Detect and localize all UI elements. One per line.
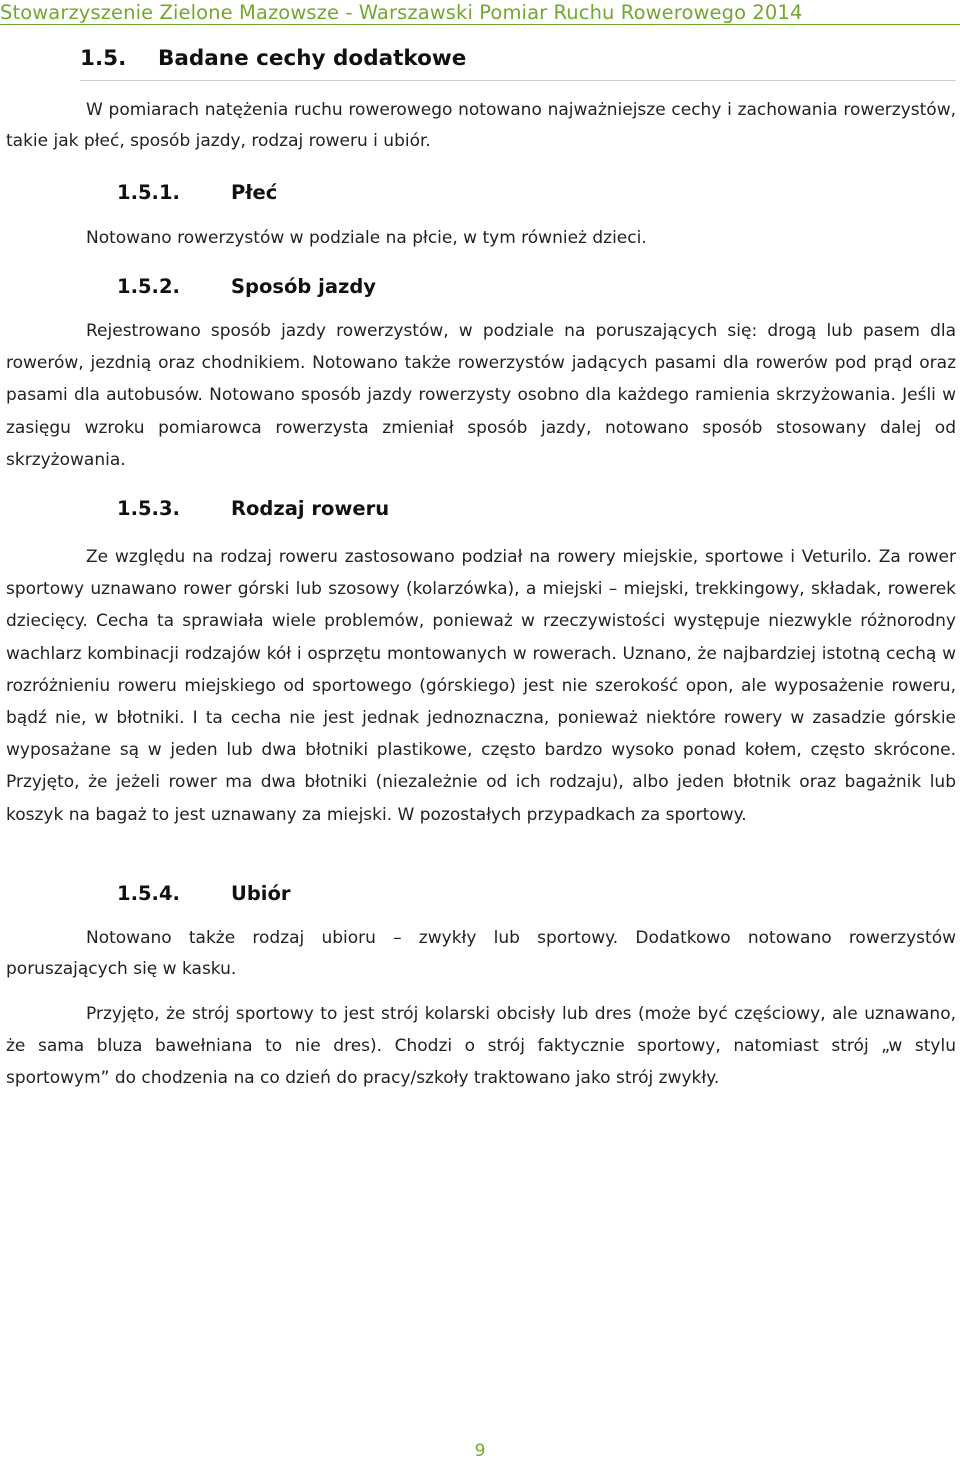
subsection-heading-sposob-jazdy — [117, 275, 376, 298]
subsection-title: Sposób jazdy — [231, 275, 377, 298]
page-number: 9 — [474, 1441, 486, 1461]
subsection-number: 1.5.3. — [117, 497, 180, 520]
section-heading — [80, 46, 466, 71]
subsection-title: Rodzaj roweru — [231, 497, 390, 520]
subsection-title: Ubiór — [231, 882, 291, 905]
heading-rule — [80, 80, 956, 81]
subsection-heading-plec — [117, 181, 277, 204]
ubior-paragraph-2: Przyjęto, że strój sportowy to jest strój kolarski obcisły lub dres (może być częściowy, ale uznawano, że sama bluza bawełniana to nie dres). Chodzi o strój faktycznie sportowy, natomiast strój „w stylu sportowym” do chodzenia na co dzień do pracy/szkoły traktowano jako strój zwykły. — [6, 1004, 956, 1089]
section-intro-paragraph: W pomiarach natężenia ruchu rowerowego notowano najważniejsze cechy i zachowania rowerzystów, takie jak płeć, sposób jazdy, rodzaj roweru i ubiór. — [6, 100, 956, 151]
section-number: 1.5. — [80, 46, 127, 71]
plec-paragraph: Notowano rowerzystów w podziale na płcie, w tym również dzieci. — [86, 228, 647, 248]
subsection-number: 1.5.4. — [117, 882, 180, 905]
subsection-number: 1.5.2. — [117, 275, 180, 298]
sposob-jazdy-paragraph: Rejestrowano sposób jazdy rowerzystów, w podziale na poruszających się: drogą lub pasem dla rowerów, jezdnią oraz chodnikiem. Notowano także rowerzystów jadących pasami dla rowerów pod prąd oraz pasami dla autobusów. Notowano sposób jazdy rowerzysty osobno dla każdego ramienia skrzyżowania. Jeśli w zasięgu wzroku pomiarowca rowerzysta zmieniał sposób jazdy, notowano sposób stosowany dalej od skrzyżowania. — [6, 321, 956, 470]
subsection-heading-ubior — [117, 882, 291, 905]
page-header: Stowarzyszenie Zielone Mazowsze - Warszawski Pomiar Ruchu Rowerowego 2014 — [0, 1, 803, 24]
subsection-title: Płeć — [231, 181, 278, 204]
header-rule — [0, 24, 960, 25]
rodzaj-roweru-paragraph: Ze względu na rodzaj roweru zastosowano podział na rowery miejskie, sportowe i Veturilo. Za rower sportowy uznawano rower górski lub szosowy (kolarzówka), a miejski – miejski, trekkingowy, składak, rowerek dziecięcy. Cecha ta sprawiała wiele problemów, ponieważ w rzeczywistości występuje niezwykle różnorodny wachlarz kombinacji rodzajów kół i osprzętu montowanych w rowerach. Uznano, że najbardziej istotną cechą w rozróżnieniu roweru miejskiego od sportowego (górskiego) jest nie szerokość opon, ale wyposażenie roweru, bądź nie, w błotniki. I ta cecha nie jest jednak jednoznaczna, ponieważ niektóre rowery w zasadzie górskie wyposażane są w jeden lub dwa błotniki plastikowe, często bardzo wysoko ponad kołem, często skrócone. Przyjęto, że jeżeli rower ma dwa błotniki (niezależnie od ich rodzaju), albo jeden błotnik oraz bagażnik lub koszyk na bagaż to jest uznawany za miejski. W pozostałych przypadkach za sportowy. — [6, 547, 956, 825]
section-title: Badane cechy dodatkowe — [158, 46, 467, 71]
subsection-heading-rodzaj-roweru — [117, 497, 389, 520]
subsection-number: 1.5.1. — [117, 181, 180, 204]
ubior-paragraph-1: Notowano także rodzaj ubioru – zwykły lub sportowy. Dodatkowo notowano rowerzystów poruszających się w kasku. — [6, 928, 956, 979]
